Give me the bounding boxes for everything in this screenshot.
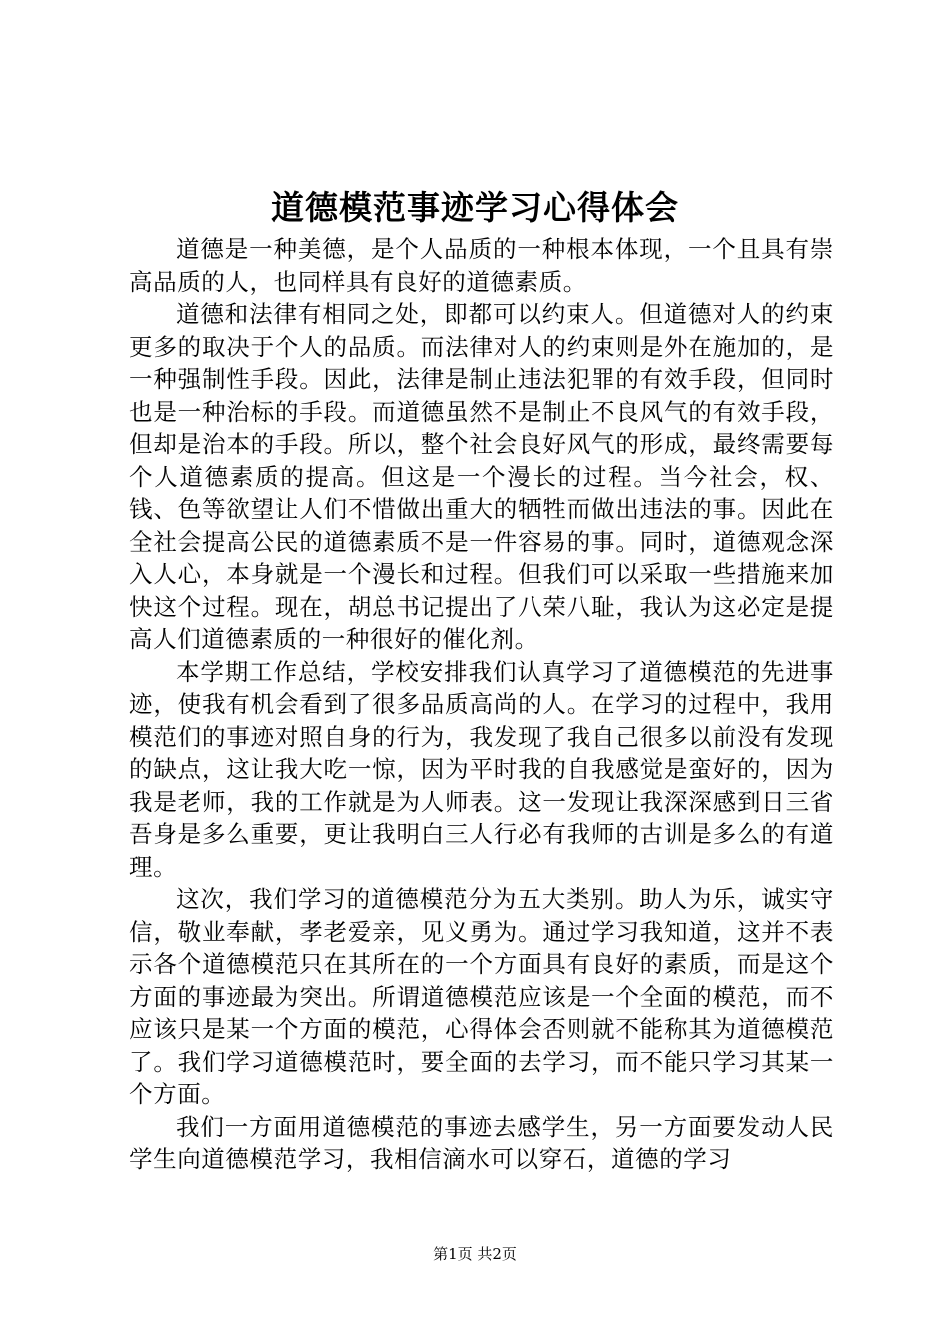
paragraph-3: 本学期工作总结，学校安排我们认真学习了道德模范的先进事迹，使我有机会看到了很多品质高尚的人。在学习的过程中，我用模范们的事迹对照自身的行为，我发现了我自己很多以前没有发现的缺点，这让我大吃一惊，因为平时我的自我感觉是蛮好的，因为我是老师，我的工作就是为人师表。这一发现让我深深感到日三省吾身是多么重要，更让我明白三人行必有我师的古训是多么的有道理。	[129, 657, 834, 881]
paragraph-4: 这次，我们学习的道德模范分为五大类别。助人为乐，诚实守信，敬业奉献，孝老爱亲，见义勇为。通过学习我知道，这并不表示各个道德模范只在其所在的一个方面具有良好的素质，而是这个方面的事迹最为突出。所谓道德模范应该是一个全面的模范，而不应该只是某一个方面的模范，心得体会否则就不能称其为道德模范了。我们学习道德模范时，要全面的去学习，而不能只学习其某一个方面。	[129, 885, 834, 1108]
page-footer: 第1页 共2页	[433, 1245, 517, 1263]
paragraph-5: 我们一方面用道德模范的事迹去感学生，另一方面要发动人民学生向道德模范学习，我相信滴水可以穿石，道德的学习	[129, 1112, 834, 1173]
paragraph-2: 道德和法律有相同之处，即都可以约束人。但道德对人的约束更多的取决于个人的品质。而法律对人的约束则是外在施加的，是一种强制性手段。因此，法律是制止违法犯罪的有效手段，但同时也是一种治标的手段。而道德虽然不是制止不良风气的有效手段，但却是治本的手段。所以，整个社会良好风气的形成，最终需要每个人道德素质的提高。但这是一个漫长的过程。当今社会，权、钱、色等欲望让人们不惜做出重大的牺牲而做出违法的事。因此在全社会提高公民的道德素质不是一件容易的事。同时，道德观念深入人心，本身就是一个漫长和过程。但我们可以采取一些措施来加快这个过程。现在，胡总书记提出了八荣八耻，我认为这必定是提高人们道德素质的一种很好的催化剂。	[129, 300, 834, 653]
document-body	[129, 233, 834, 1176]
paragraph-1: 道德是一种美德，是个人品质的一种根本体现，一个且具有崇高品质的人，也同样具有良好的道德素质。	[129, 235, 834, 296]
document-title: 道德模范事迹学习心得体会	[271, 188, 679, 227]
